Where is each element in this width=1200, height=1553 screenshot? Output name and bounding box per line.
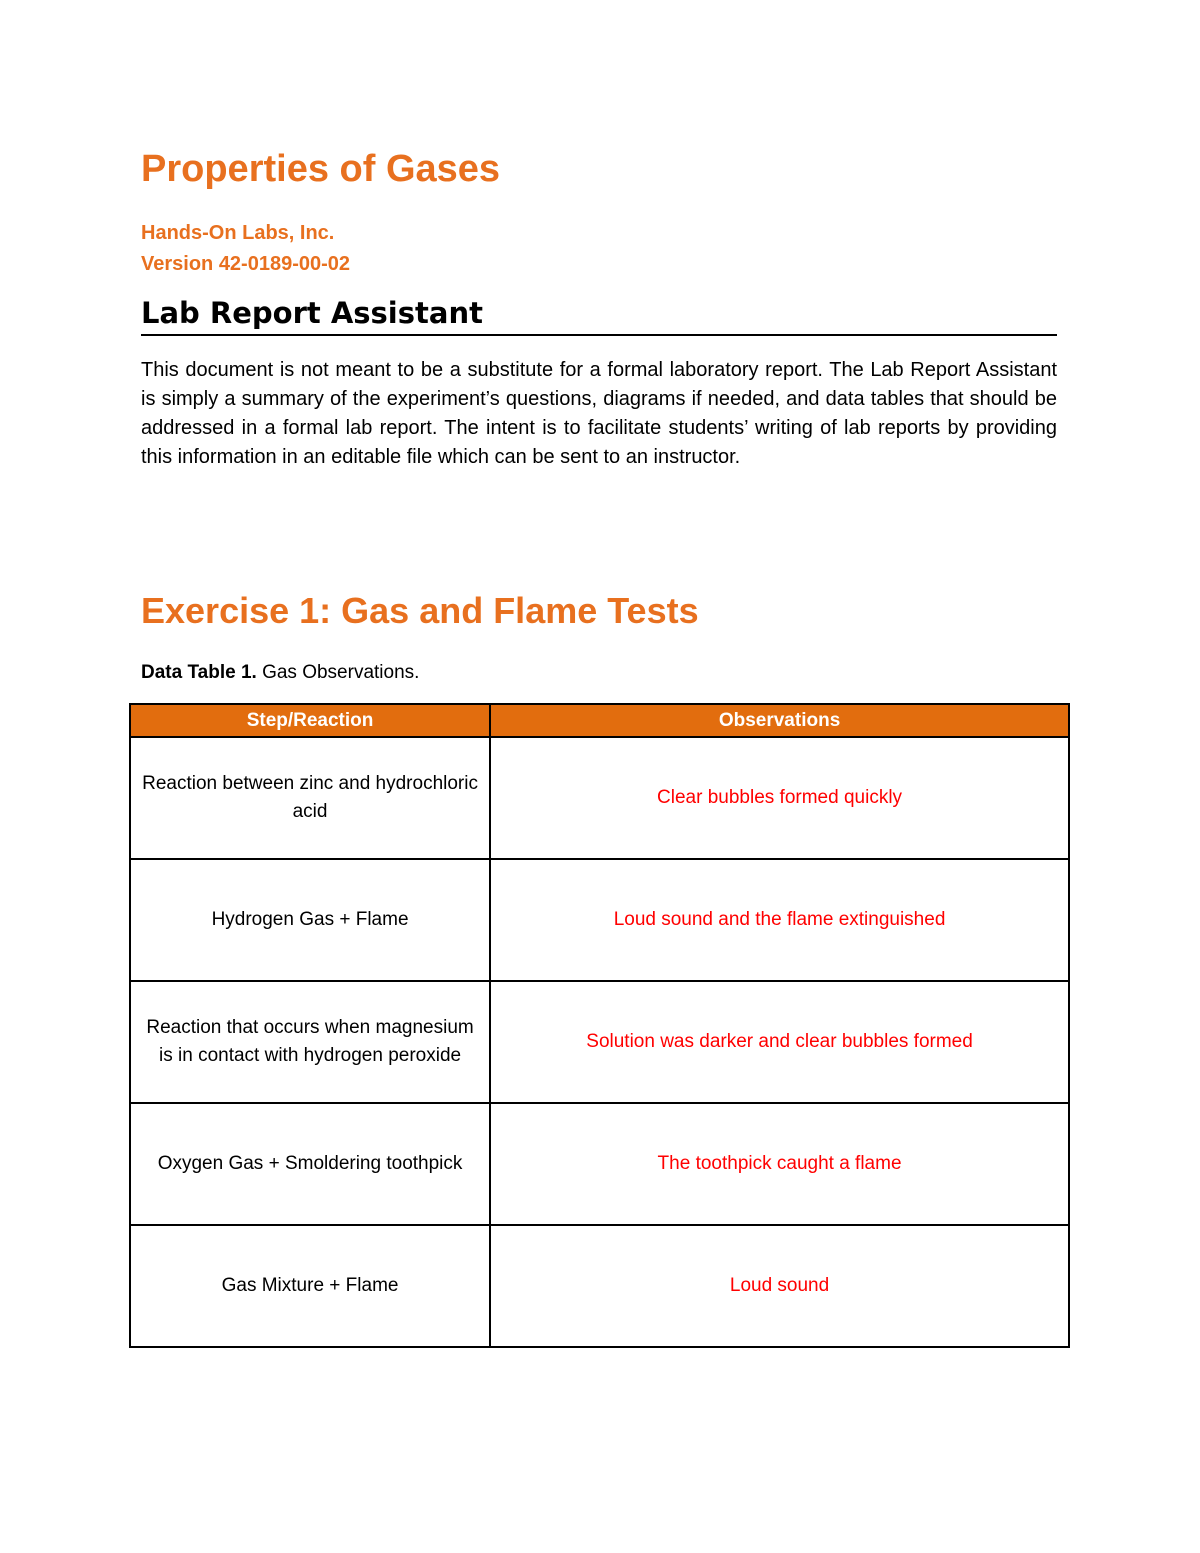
intro-paragraph: This document is not meant to be a substitute for a formal laboratory report. The Lab Report Assistant is simply a summary of the experiment’s questions, diagrams if needed, and data tables that should be addressed in a formal lab report. The intent is to facilitate students’ writing of lab reports by providing this information in an editable file which can be sent to an instructor. <box>141 359 1057 468</box>
step-cell: Oxygen Gas + Smoldering toothpick <box>130 1103 490 1225</box>
table-row <box>130 1225 1069 1347</box>
observation-cell[interactable]: Loud sound <box>490 1225 1069 1347</box>
step-cell: Hydrogen Gas + Flame <box>130 859 490 981</box>
table-caption-text: Gas Observations. <box>256 662 420 683</box>
document-title: Properties of Gases <box>141 148 501 190</box>
data-table <box>129 703 1070 1348</box>
step-cell: Gas Mixture + Flame <box>130 1225 490 1347</box>
section-heading: Lab Report Assistant <box>141 296 1057 336</box>
table-row <box>130 859 1069 981</box>
observation-cell[interactable]: Solution was darker and clear bubbles formed <box>490 981 1069 1103</box>
observation-cell[interactable]: Loud sound and the flame extinguished <box>490 859 1069 981</box>
table-caption-label: Data Table 1. <box>141 662 257 683</box>
step-cell: Reaction that occurs when magnesium is in contact with hydrogen peroxide <box>130 981 490 1103</box>
table-row <box>130 981 1069 1103</box>
version-number: Version 42-0189-00-02 <box>141 253 351 275</box>
header-observations: Observations <box>490 704 1069 737</box>
exercise-heading: Exercise 1: Gas and Flame Tests <box>141 590 699 631</box>
header-step: Step/Reaction <box>130 704 490 737</box>
observation-cell[interactable]: The toothpick caught a flame <box>490 1103 1069 1225</box>
table-caption <box>141 662 419 684</box>
table-row <box>130 737 1069 859</box>
company-name: Hands-On Labs, Inc. <box>141 222 335 244</box>
table-row <box>130 1103 1069 1225</box>
step-cell: Reaction between zinc and hydrochloric acid <box>130 737 490 859</box>
table-header-row <box>130 704 1069 737</box>
observation-cell[interactable]: Clear bubbles formed quickly <box>490 737 1069 859</box>
